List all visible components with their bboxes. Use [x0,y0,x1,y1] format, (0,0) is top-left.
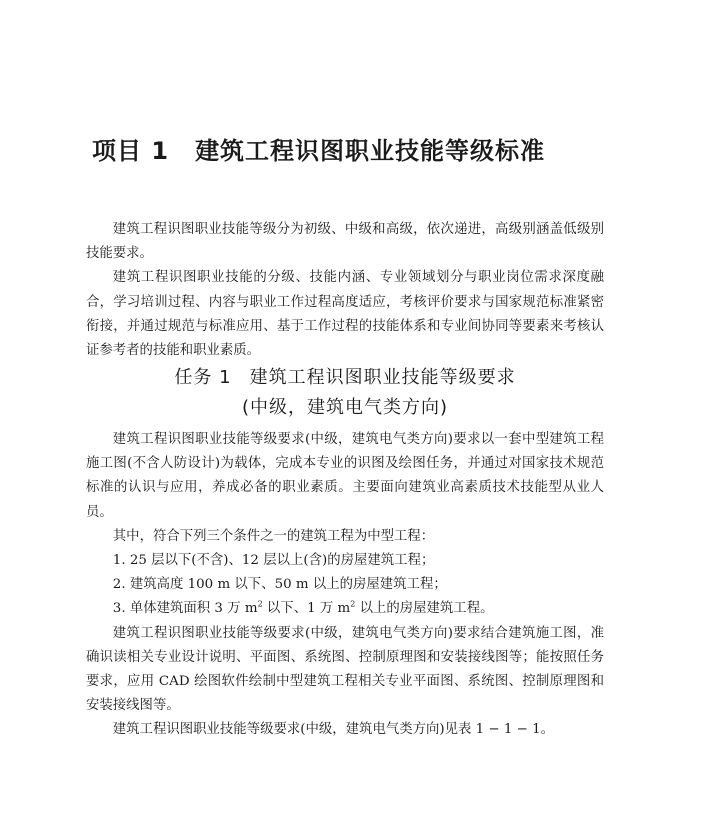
intro-paragraph-2: 建筑工程识图职业技能的分级、技能内涵、专业领域划分与职业岗位需求深度融合，学习培训过程、内容与职业工作过程高度适应，考核评价要求与国家规范标准紧密衔接，并通过规范与标准应用、基于工作过程的技能体系和专业间协同等要素来考核认证参考者的技能和职业素质。 [86,270,604,359]
task-title-text: 建筑工程识图职业技能等级要求 [249,367,516,388]
content-paragraph-4: 建筑工程识图职业技能等级要求(中级，建筑电气类方向)见表 1 − 1 − 1。 [112,722,555,738]
project-title [92,134,612,168]
project-title-text: 建筑工程识图职业技能等级标准 [195,137,546,165]
content-paragraph-3: 建筑工程识图职业技能等级要求(中级，建筑电气类方向)要求结合建筑施工图，准确识读相关专业设计说明、平面图、系统图、控制原理图和安装接线图等；能按照任务要求，应用 CAD 绘图软件绘制中型建筑工程相关专业平面图、系统图、控制原理图和安装接线图等。 [86,625,604,714]
condition-item-3-part-a: 3. 单体建筑面积 3 万 m [112,601,258,617]
superscript-2: 2 [350,599,356,609]
intro-paragraph-1: 建筑工程识图职业技能等级分为初级、中级和高级，依次递进，高级别涵盖低级别技能要求。 [86,222,604,262]
task-number: 任务 1 [174,367,232,388]
superscript-1: 2 [257,599,263,609]
condition-item-1: 1. 25 层以下(不含)、12 层以上(含)的房屋建筑工程； [112,553,435,569]
intro-section [86,218,604,363]
condition-item-3 [86,597,604,621]
project-number: 项目 1 [92,137,170,165]
task-title-line-2: (中级，建筑电气类方向) [241,397,449,418]
content-section [86,428,604,743]
condition-item-2: 2. 建筑高度 100 m 以下、50 m 以上的房屋建筑工程； [112,577,447,593]
condition-item-3-part-c: 以上的房屋建筑工程。 [355,601,494,617]
content-paragraph-2: 其中，符合下列三个条件之一的建筑工程为中型工程： [112,528,435,544]
content-paragraph-1: 建筑工程识图职业技能等级要求(中级，建筑电气类方向)要求以一套中型建筑工程施工图(不含人防设计)为载体，完成本专业的识图及绘图任务，并通过对国家技术规范标准的认识与应用，养成必备的职业素质。主要面向建筑业高素质技术技能型从业人员。 [86,432,604,520]
condition-item-3-part-b: 以下、1 万 m [262,601,351,617]
task-title-line-1 [86,363,604,393]
